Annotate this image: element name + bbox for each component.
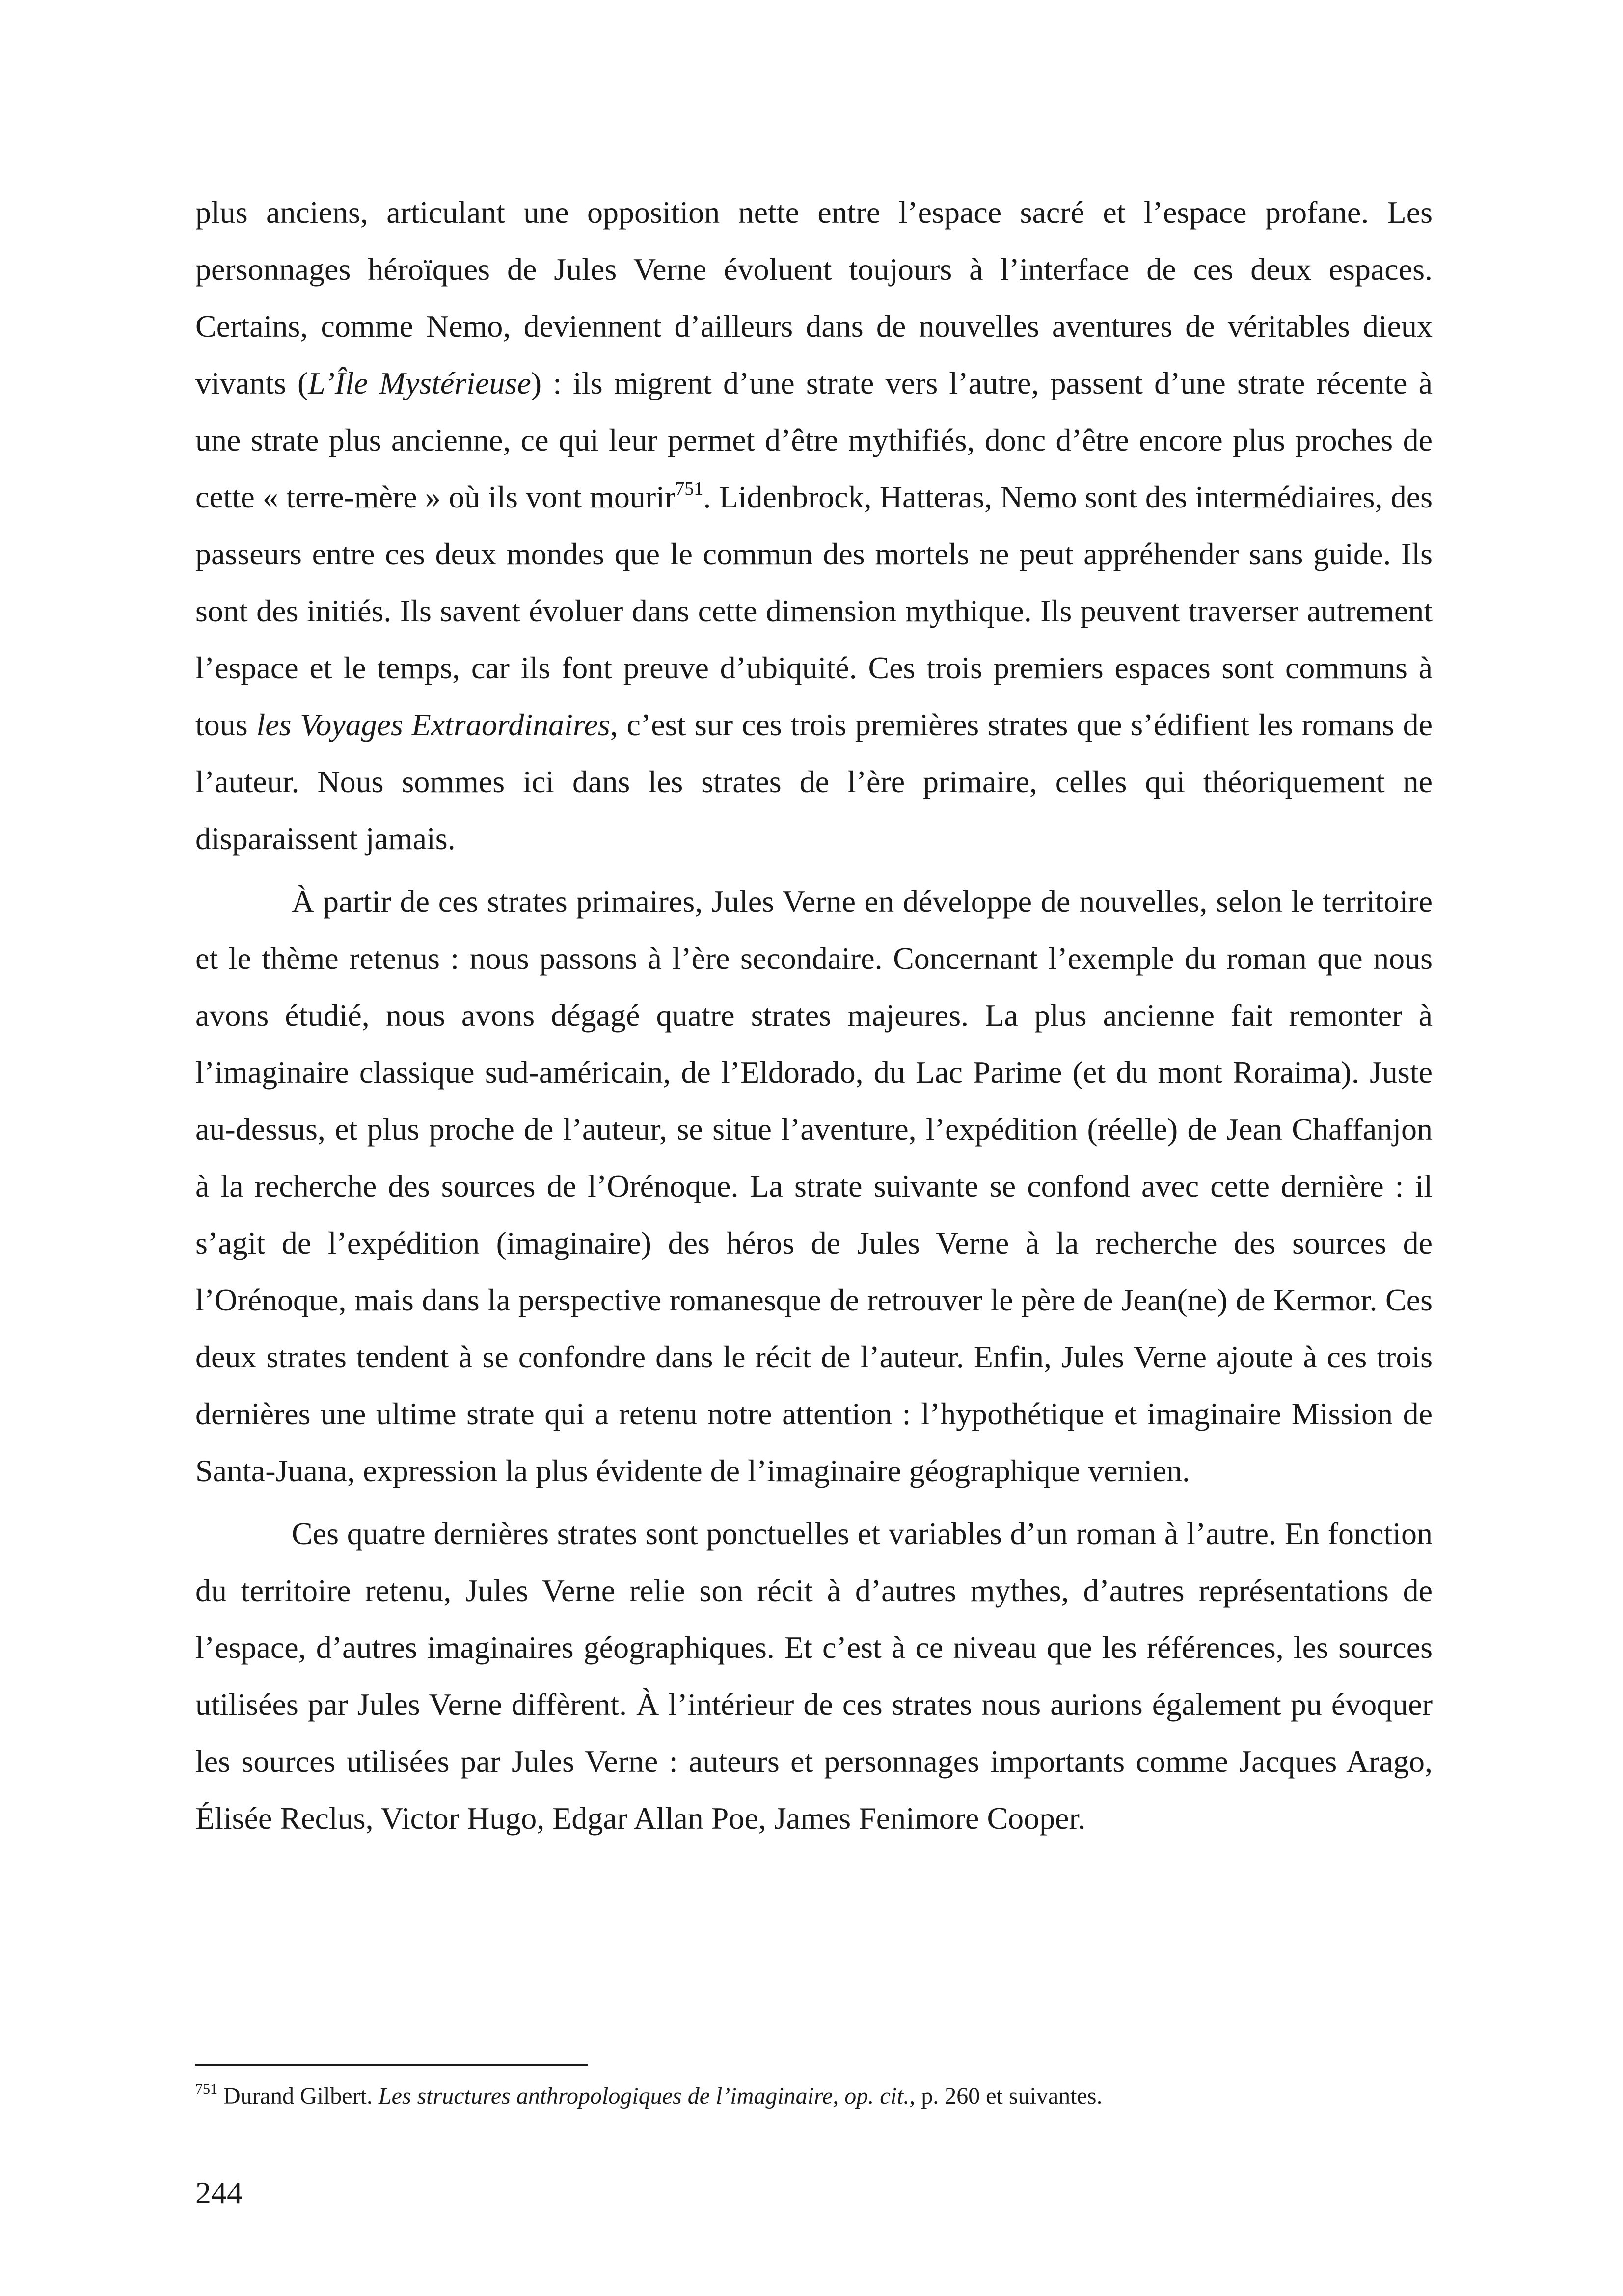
text-run: Ces quatre dernières strates sont ponctuelles et variables d’un roman à l’autre. En fonction du territoire retenu, Jules Verne relie son récit à d’autres mythes, d’autres représentations de l’espace, d’autres imaginaires géographiques. Et c’est à ce niveau que les références, les sources utilisées par Jules Verne diffèrent. À l’intérieur de ces strates nous aurions également pu évoquer les sources utilisées par Jules Verne : auteurs et personnages importants comme Jacques Arago, Élisée Reclus, Victor Hugo, Edgar Allan Poe, James Fenimore Cooper.	[195, 1516, 1433, 1836]
paragraph-1	[195, 184, 1433, 867]
text-run: , c’est sur ces trois premières strates que s’édifient les romans de l’auteur. Nous sommes ici dans les strates de l’ère primaire, celles qui théoriquement ne disparaissent jamais.	[195, 707, 1433, 856]
text-run: p. 260 et suivantes.	[915, 2083, 1103, 2109]
text-run: ) : ils migrent d’une strate vers l’autre, passent d’une strate récente à une strate plus ancienne, ce qui leur permet d’être mythifiés, donc d’être encore plus proches de cette « terre-mère » où ils vont mourir	[195, 366, 1433, 514]
page-number: 244	[195, 2175, 243, 2210]
paragraph-2	[195, 873, 1433, 1499]
italic-text: Les structures anthropologiques de l’imaginaire, op. cit.,	[378, 2083, 916, 2109]
footnote-reference: 751	[675, 479, 703, 499]
footnote-text	[217, 2083, 1102, 2109]
footnote-751	[195, 2081, 1433, 2111]
text-run: À partir de ces strates primaires, Jules Verne en développe de nouvelles, selon le territoire et le thème retenus : nous passons à l’ère secondaire. Concernant l’exemple du roman que nous avons étudié, nous avons dégagé quatre strates majeures. La plus ancienne fait remonter à l’imaginaire classique sud-américain, de l’Eldorado, du Lac Parime (et du mont Roraima). Juste au-dessus, et plus proche de l’auteur, se situe l’aventure, l’expédition (réelle) de Jean Chaffanjon à la recherche des sources de l’Orénoque. La strate suivante se confond avec cette dernière : il s’agit de l’expédition (imaginaire) des héros de Jules Verne à la recherche des sources de l’Orénoque, mais dans la perspective romanesque de retrouver le père de Jean(ne) de Kermor. Ces deux strates tendent à se confondre dans le récit de l’auteur. Enfin, Jules Verne ajoute à ces trois dernières une ultime strate qui a retenu notre attention : l’hypothétique et imaginaire Mission de Santa-Juana, expression la plus évidente de l’imaginaire géographique vernien.	[195, 884, 1433, 1488]
text-run: plus anciens, articulant une opposition nette entre l’espace sacré et l’espace profane. Les personnages héroïques de Jules Verne évoluent toujours à l’interface de ces deux espaces. Certains, comme Nemo, deviennent d’ailleurs dans de nouvelles aventures de véritables dieux vivants (	[195, 195, 1433, 400]
italic-text: les Voyages Extraordinaires	[256, 707, 610, 742]
text-run: . Lidenbrock, Hatteras, Nemo sont des intermédiaires, des passeurs entre ces deux mondes que le commun des mortels ne peut appréhender sans guide. Ils sont des initiés. Ils savent évoluer dans cette dimension mythique. Ils peuvent traverser autrement l’espace et le temps, car ils font preuve d’ubiquité. Ces trois premiers espaces sont communs à tous	[195, 480, 1433, 742]
footnote-number: 751	[195, 2081, 217, 2097]
footnote-separator	[195, 2064, 588, 2066]
paragraph-3	[195, 1505, 1433, 1847]
text-run: Durand Gilbert.	[217, 2083, 379, 2109]
italic-text: L’Île Mystérieuse	[308, 366, 531, 400]
body-text	[195, 184, 1433, 1847]
